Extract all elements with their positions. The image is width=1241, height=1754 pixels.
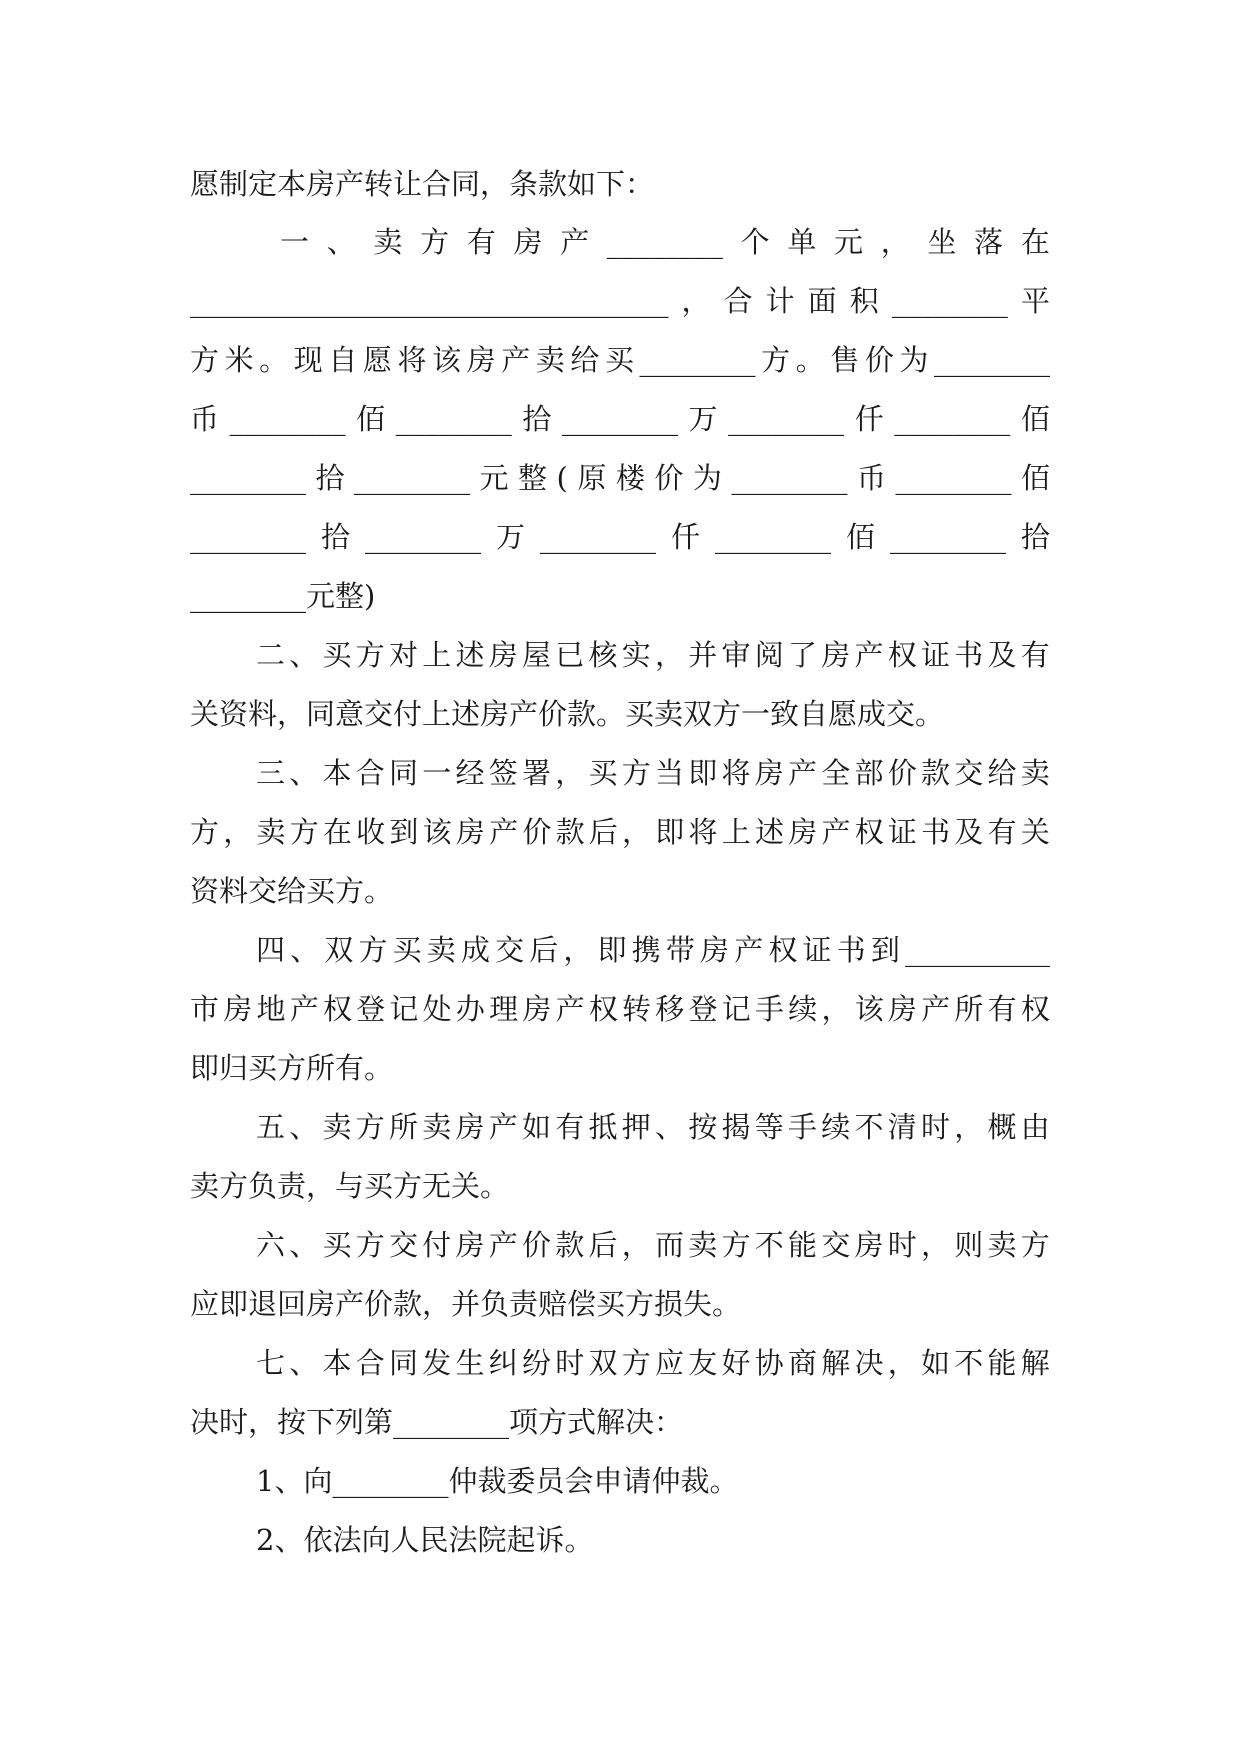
text-glyph: ， (880, 225, 910, 259)
text-glyph: 现 (293, 343, 323, 377)
blank-field: ________ (891, 284, 1008, 318)
text-glyph: 关 (1020, 815, 1050, 849)
text-glyph: 二 (256, 638, 286, 672)
text-glyph: 房 (887, 992, 917, 1026)
text-glyph: 卖 (426, 933, 456, 967)
text-glyph: 卖 (535, 343, 565, 377)
text-glyph: 房 (488, 638, 518, 672)
text-glyph: 移 (655, 992, 685, 1026)
text-line: 2、依法向人民法院起诉。 (256, 1523, 594, 1557)
text-glyph: 产 (560, 225, 590, 259)
text-glyph: 已 (555, 638, 585, 672)
text-glyph: 五 (256, 1110, 286, 1144)
blank-field: ________ (395, 402, 512, 436)
text-glyph: 价 (864, 343, 894, 377)
text-glyph: 整 (518, 461, 548, 495)
blank-field: ________ (606, 225, 723, 259)
text-glyph: 双 (324, 933, 354, 967)
text-glyph: 揭 (721, 1110, 751, 1144)
text-glyph: 不 (954, 1346, 984, 1380)
text-glyph: 权 (887, 638, 917, 672)
text-line (256, 1339, 1050, 1387)
text-glyph: 好 (721, 1346, 751, 1380)
text-glyph: 等 (754, 1110, 784, 1144)
text-glyph: 手 (788, 1110, 818, 1144)
text-glyph: 房 (788, 815, 818, 849)
text-glyph: 产 (854, 638, 884, 672)
text-glyph: 房 (455, 1228, 485, 1262)
text-line: 决时，按下列第________项方式解决： (190, 1405, 684, 1439)
text-glyph: 方 (190, 815, 220, 849)
text-glyph: 本 (322, 1346, 352, 1380)
text-glyph: 三 (256, 756, 286, 790)
text-glyph: 而 (655, 1228, 685, 1262)
text-glyph: 时 (921, 1110, 951, 1144)
text-glyph: 决 (854, 1346, 884, 1380)
text-glyph: 有 (466, 225, 496, 259)
text-glyph: 产 (734, 933, 764, 967)
text-glyph: 署 (522, 756, 552, 790)
text-glyph: 将 (397, 343, 427, 377)
text-glyph: 、 (290, 933, 320, 967)
text-glyph: 转 (622, 992, 652, 1026)
text-line: 关资料，同意交付上述房产价款。买卖双方一致自愿成交。 (190, 697, 945, 731)
text-glyph: 书 (836, 933, 866, 967)
text-glyph: ( (556, 461, 568, 495)
text-glyph: 价 (522, 1228, 552, 1262)
text-glyph: 个 (740, 225, 770, 259)
text-glyph: 成 (460, 933, 490, 967)
text-line (280, 218, 1050, 266)
text-glyph: 为 (692, 461, 722, 495)
text-glyph: 记 (389, 992, 419, 1026)
text-glyph: 拾 (1020, 520, 1050, 554)
text-glyph: 六 (256, 1228, 286, 1262)
text-glyph: 能 (987, 1346, 1017, 1380)
text-glyph: 由 (1020, 1110, 1050, 1144)
text-glyph: 即 (597, 933, 627, 967)
text-glyph: 概 (987, 1110, 1017, 1144)
text-glyph: 审 (721, 638, 751, 672)
text-line (190, 808, 1050, 856)
text-glyph: 佰 (356, 402, 386, 436)
text-glyph: 买 (322, 1228, 352, 1262)
text-glyph: 、 (326, 225, 356, 259)
text-glyph: 权 (854, 815, 884, 849)
text-glyph: 按 (688, 1110, 718, 1144)
text-glyph: ， (563, 933, 593, 967)
text-glyph: 证 (921, 638, 951, 672)
text-line: 资料交给买方。 (190, 874, 394, 908)
text-glyph: 该 (432, 343, 462, 377)
text-glyph: 房 (821, 638, 851, 672)
text-glyph: 价 (522, 815, 552, 849)
text-glyph: 实 (621, 638, 651, 672)
text-glyph: 到 (389, 815, 419, 849)
text-glyph: 计 (765, 284, 795, 318)
text-glyph: 地 (256, 992, 286, 1026)
text-glyph: 七 (256, 1346, 286, 1380)
text-glyph: 产 (501, 343, 531, 377)
text-glyph: 到 (870, 933, 900, 967)
text-glyph: 米 (224, 343, 254, 377)
text-glyph: 商 (788, 1346, 818, 1380)
blank-field: ________ (714, 520, 831, 554)
text-glyph: 有 (1020, 638, 1050, 672)
text-glyph: 平 (1020, 284, 1050, 318)
text-line: 愿制定本房产转让合同，条款如下： (190, 167, 655, 201)
text-line (256, 749, 1050, 797)
text-glyph: 拾 (320, 520, 350, 554)
text-glyph: 了 (788, 638, 818, 672)
text-line: 1、向________仲裁委员会申请仲裁。 (256, 1464, 739, 1498)
text-glyph: 友 (688, 1346, 718, 1380)
text-glyph: 证 (887, 815, 917, 849)
text-glyph: 当 (655, 756, 685, 790)
text-glyph: 及 (987, 638, 1017, 672)
text-glyph: 方 (355, 638, 385, 672)
text-line (190, 454, 1050, 502)
text-glyph: ， (954, 1110, 984, 1144)
text-glyph: 售 (830, 343, 860, 377)
text-glyph: 佰 (845, 520, 875, 554)
text-glyph: 全 (821, 756, 851, 790)
text-glyph: 登 (688, 992, 718, 1026)
text-glyph: 产 (489, 815, 519, 849)
text-glyph: 。 (795, 343, 825, 377)
blank-field: ________ (539, 520, 656, 554)
text-glyph: 办 (455, 992, 485, 1026)
text-glyph: 、 (289, 1346, 319, 1380)
text-glyph: 方 (761, 343, 791, 377)
text-glyph: 登 (356, 992, 386, 1026)
text-glyph: 仟 (670, 520, 700, 554)
text-line: ________元整) (190, 579, 376, 613)
text-glyph: 方 (420, 225, 450, 259)
blank-field: ________ (364, 520, 481, 554)
text-glyph: 买 (392, 933, 422, 967)
text-glyph: 携 (631, 933, 661, 967)
blank-field: ________ (639, 343, 756, 377)
text-glyph: 后 (588, 1228, 618, 1262)
text-glyph: 述 (754, 815, 784, 849)
text-glyph: 该 (854, 992, 884, 1026)
text-glyph: 楼 (615, 461, 645, 495)
text-glyph: 记 (721, 992, 751, 1026)
text-glyph: 应 (655, 1346, 685, 1380)
text-glyph: 本 (322, 756, 352, 790)
blank-field: ________ (894, 402, 1011, 436)
blank-field: ________ (561, 402, 678, 436)
text-glyph: 同 (389, 1346, 419, 1380)
text-glyph: 方 (355, 1228, 385, 1262)
text-glyph: 拾 (315, 461, 345, 495)
text-line (190, 985, 1050, 1033)
text-glyph: 卖 (373, 225, 403, 259)
text-glyph: 所 (389, 1110, 419, 1144)
text-line (256, 926, 1050, 974)
text-glyph: 房 (455, 815, 485, 849)
text-glyph: 如 (921, 1346, 951, 1380)
text-glyph: 交 (954, 756, 984, 790)
text-glyph: 将 (688, 815, 718, 849)
text-glyph: 即 (655, 815, 685, 849)
text-glyph: 四 (256, 933, 286, 967)
blank-field: ________ (190, 461, 306, 495)
text-glyph: 方 (721, 1228, 751, 1262)
text-glyph: 房 (854, 1228, 884, 1262)
text-line (256, 1221, 1050, 1269)
text-glyph: 交 (495, 933, 525, 967)
text-glyph: ， (887, 1346, 917, 1380)
text-glyph: 给 (987, 756, 1017, 790)
text-glyph: 在 (1020, 225, 1050, 259)
text-glyph: ， (655, 638, 685, 672)
text-glyph: 愿 (362, 343, 392, 377)
text-glyph: 为 (899, 343, 929, 377)
text-glyph: 价 (654, 461, 684, 495)
text-glyph: 房 (754, 756, 784, 790)
text-glyph: 合 (723, 284, 753, 318)
text-glyph: 原 (577, 461, 607, 495)
text-line: 即归买方所有。 (190, 1051, 394, 1085)
text-glyph: ， (681, 284, 711, 318)
text-glyph: 合 (355, 1346, 385, 1380)
text-glyph: 部 (854, 756, 884, 790)
text-glyph: 有 (987, 815, 1017, 849)
text-glyph: 卖 (322, 1110, 352, 1144)
text-glyph: 该 (422, 815, 452, 849)
text-glyph: ， (821, 992, 851, 1026)
text-glyph: ， (621, 1228, 651, 1262)
text-glyph: 时 (555, 1346, 585, 1380)
text-glyph: 房 (522, 992, 552, 1026)
text-glyph: ， (555, 756, 585, 790)
text-glyph: 产 (555, 992, 585, 1026)
blank-field: ________ (895, 461, 1012, 495)
text-glyph: 方 (621, 1346, 651, 1380)
text-glyph: 元 (834, 225, 864, 259)
text-glyph: 方 (355, 1110, 385, 1144)
text-glyph: 上 (422, 638, 452, 672)
text-glyph: 续 (788, 992, 818, 1026)
text-glyph: 元 (479, 461, 509, 495)
text-glyph: 续 (821, 1110, 851, 1144)
text-glyph: 有 (987, 992, 1017, 1026)
text-glyph: 不 (754, 1228, 784, 1262)
text-glyph: 方 (190, 343, 220, 377)
text-glyph: 款 (555, 815, 585, 849)
text-glyph: 方 (1020, 1228, 1050, 1262)
text-glyph: 手 (754, 992, 784, 1026)
text-glyph: 将 (721, 756, 751, 790)
text-glyph: ， (921, 1228, 951, 1262)
text-glyph: 积 (849, 284, 879, 318)
text-glyph: 方 (289, 815, 319, 849)
text-glyph: 权 (322, 992, 352, 1026)
text-glyph: 核 (588, 638, 618, 672)
text-glyph: 阅 (754, 638, 784, 672)
text-glyph: 方 (621, 756, 651, 790)
text-glyph: 仟 (854, 402, 884, 436)
text-glyph: 款 (921, 756, 951, 790)
text-glyph: 卖 (256, 815, 286, 849)
text-glyph: 纷 (522, 1346, 552, 1380)
text-glyph: 签 (488, 756, 518, 790)
text-glyph: 解 (1020, 1346, 1050, 1380)
text-glyph: 落 (974, 225, 1004, 259)
text-glyph: 。 (259, 343, 289, 377)
text-glyph: 后 (529, 933, 559, 967)
text-glyph: 如 (522, 1110, 552, 1144)
blank-field: ________ (190, 520, 306, 554)
text-glyph: 权 (768, 933, 798, 967)
blank-field: ________ (354, 461, 471, 495)
text-glyph: 同 (389, 756, 419, 790)
text-glyph: 、 (289, 1228, 319, 1262)
text-glyph: 合 (355, 756, 385, 790)
blank-field: ________ (889, 520, 1006, 554)
text-glyph: 述 (455, 638, 485, 672)
blank-field: ________ (731, 461, 848, 495)
text-glyph: 协 (754, 1346, 784, 1380)
text-glyph: 及 (954, 815, 984, 849)
text-glyph: 押 (621, 1110, 651, 1144)
text-glyph: 纠 (488, 1346, 518, 1380)
text-glyph: 卖 (987, 1228, 1017, 1262)
text-glyph: 理 (489, 992, 519, 1026)
text-glyph: ， (223, 815, 253, 849)
text-glyph: 面 (807, 284, 837, 318)
text-glyph: 产 (488, 1228, 518, 1262)
text-glyph: 房 (700, 933, 730, 967)
text-glyph: 付 (422, 1228, 452, 1262)
text-glyph: 买 (604, 343, 634, 377)
text-glyph: 、 (289, 756, 319, 790)
text-glyph: 佰 (1020, 402, 1050, 436)
text-glyph: 币 (856, 461, 886, 495)
text-glyph: 房 (455, 1110, 485, 1144)
text-glyph: 能 (788, 1228, 818, 1262)
text-glyph: 一 (422, 756, 452, 790)
text-glyph: 、 (289, 1110, 319, 1144)
text-glyph: 书 (954, 638, 984, 672)
text-glyph: 房 (513, 225, 543, 259)
text-glyph: 市 (190, 992, 220, 1026)
text-line (190, 395, 1050, 443)
text-glyph: 时 (887, 1228, 917, 1262)
text-glyph: 产 (289, 992, 319, 1026)
text-glyph: 产 (921, 992, 951, 1026)
text-glyph: 产 (788, 756, 818, 790)
text-glyph: 万 (688, 402, 718, 436)
text-glyph: 万 (495, 520, 525, 554)
text-glyph: 在 (322, 815, 352, 849)
text-glyph: 、 (655, 1110, 685, 1144)
text-glyph: 价 (887, 756, 917, 790)
text-glyph: 抵 (588, 1110, 618, 1144)
text-glyph: 并 (688, 638, 718, 672)
text-line: 应即退回房产价款，并负责赔偿买方损失。 (190, 1287, 742, 1321)
text-glyph: 解 (821, 1346, 851, 1380)
text-line (190, 277, 1050, 325)
text-glyph: 、 (289, 638, 319, 672)
blank-field: ________ (933, 343, 1050, 377)
text-glyph: 有 (555, 1110, 585, 1144)
text-glyph: 即 (688, 756, 718, 790)
text-line (256, 1103, 1050, 1151)
text-glyph: 经 (455, 756, 485, 790)
blank-field: _________________________________ (190, 284, 669, 318)
text-glyph: 上 (721, 815, 751, 849)
text-line (256, 631, 1050, 679)
text-line (190, 513, 1050, 561)
text-glyph: 带 (665, 933, 695, 967)
text-glyph: 后 (588, 815, 618, 849)
text-glyph: 卖 (1020, 756, 1050, 790)
text-glyph: 币 (190, 402, 220, 436)
text-glyph: 双 (588, 1346, 618, 1380)
text-line: 卖方负责，与买方无关。 (190, 1169, 510, 1203)
text-glyph: 坐 (927, 225, 957, 259)
text-glyph: 对 (389, 638, 419, 672)
text-glyph: 佰 (1020, 461, 1050, 495)
blank-field: ________ (229, 402, 346, 436)
text-glyph: 一 (280, 225, 310, 259)
blank-field: __________ (904, 933, 1050, 967)
text-glyph: 房 (223, 992, 253, 1026)
text-glyph: 卖 (688, 1228, 718, 1262)
text-glyph: 给 (570, 343, 600, 377)
text-glyph: 买 (588, 756, 618, 790)
text-glyph: 所 (954, 992, 984, 1026)
text-glyph: 产 (821, 815, 851, 849)
text-glyph: 款 (555, 1228, 585, 1262)
text-glyph: 则 (954, 1228, 984, 1262)
text-glyph: 交 (821, 1228, 851, 1262)
text-glyph: ， (622, 815, 652, 849)
text-line (190, 336, 1050, 384)
text-glyph: 权 (588, 992, 618, 1026)
text-glyph: 方 (358, 933, 388, 967)
text-glyph: 处 (422, 992, 452, 1026)
text-glyph: 收 (356, 815, 386, 849)
text-glyph: 房 (466, 343, 496, 377)
blank-field: ________ (728, 402, 845, 436)
text-glyph: 证 (802, 933, 832, 967)
text-glyph: 单 (787, 225, 817, 259)
text-glyph: 书 (921, 815, 951, 849)
text-glyph: 产 (488, 1110, 518, 1144)
text-glyph: 权 (1020, 992, 1050, 1026)
text-glyph: 交 (389, 1228, 419, 1262)
text-glyph: 买 (322, 638, 352, 672)
text-glyph: 屋 (522, 638, 552, 672)
text-glyph: 生 (455, 1346, 485, 1380)
text-glyph: 卖 (422, 1110, 452, 1144)
text-glyph: 自 (328, 343, 358, 377)
text-glyph: 不 (854, 1110, 884, 1144)
text-glyph: 清 (887, 1110, 917, 1144)
text-glyph: 发 (422, 1346, 452, 1380)
text-glyph: 拾 (522, 402, 552, 436)
